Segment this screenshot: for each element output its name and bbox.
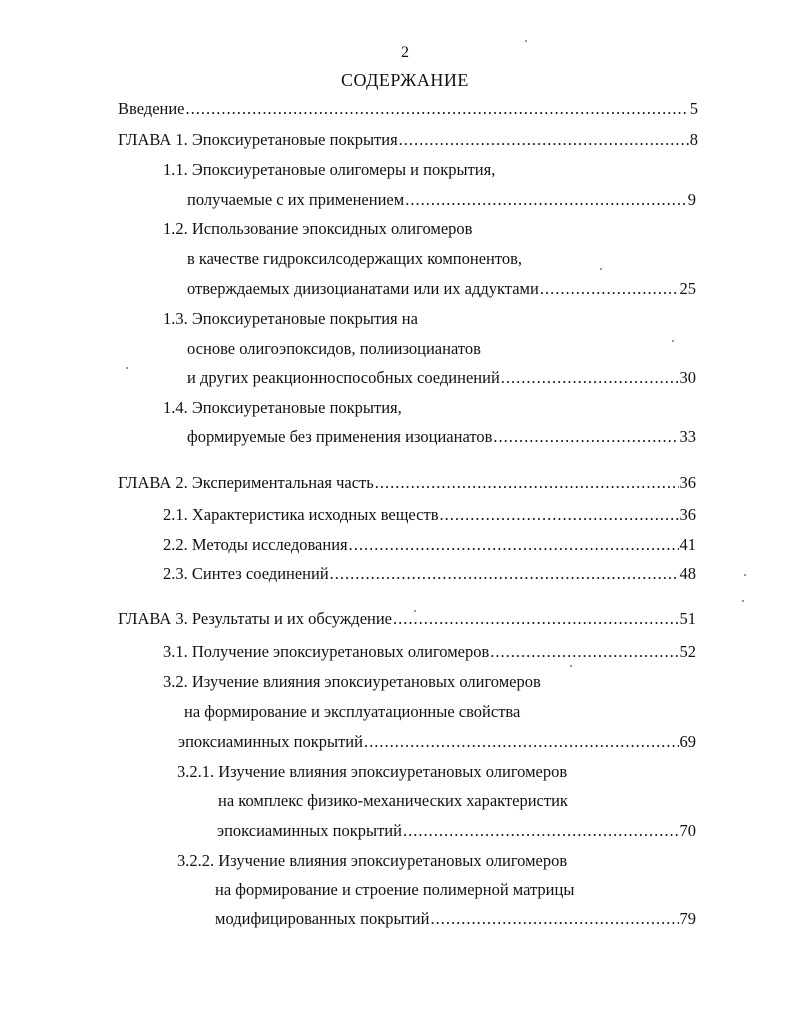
toc-entry-section-3-2-1	[217, 821, 696, 845]
scan-speck	[600, 268, 602, 270]
scan-speck	[744, 574, 746, 576]
scan-speck	[742, 600, 744, 602]
toc-entry-text: получаемые с их применением	[187, 190, 405, 209]
dot-leader	[501, 368, 679, 388]
toc-entry-text: формируемые без применения изоцианатов	[187, 427, 493, 446]
toc-entry-line: 1.2. Использование эпоксидных олигомеров	[163, 219, 473, 238]
toc-entry-page: 33	[679, 427, 696, 446]
toc-entry-page: 36	[679, 505, 696, 524]
toc-entry-page: 8	[689, 130, 698, 149]
toc-entry-line: 3.2.2. Изучение влияния эпоксиуретановых олигомеров	[177, 851, 568, 870]
scan-speck	[414, 610, 416, 612]
toc-entry-page: 9	[687, 190, 696, 209]
toc-entry-text: модифицированных покрытий	[215, 909, 430, 928]
toc-entry-section-1-1	[187, 190, 696, 214]
toc-entry-page: 79	[679, 909, 696, 928]
toc-entry-line: на формирование и эксплуатационные свойства	[184, 702, 521, 721]
dot-leader	[405, 190, 687, 210]
toc-entry-page: 25	[679, 279, 696, 298]
dot-leader	[490, 642, 678, 662]
dot-leader	[430, 909, 678, 929]
toc-entry-section-1-4	[187, 427, 696, 451]
toc-entry-text: и других реакционноспособных соединений	[187, 368, 500, 387]
toc-entry-line: на комплекс физико-механических характеристик	[218, 791, 568, 810]
toc-entry-text: ГЛАВА 1. Эпоксиуретановые покрытия	[118, 130, 398, 149]
dot-leader	[330, 564, 679, 584]
toc-entry-text: Введение	[118, 99, 185, 118]
toc-entry-page: 41	[679, 535, 696, 554]
toc-entry-line: в качестве гидроксилсодержащих компонентов,	[187, 249, 523, 268]
toc-entry-section-3-2-2	[215, 909, 696, 933]
toc-entry-page: 36	[679, 473, 696, 492]
toc-entry-page: 70	[679, 821, 696, 840]
toc-entry-page: 69	[679, 732, 696, 751]
toc-entry-line: 3.2. Изучение влияния эпоксиуретановых олигомеров	[163, 672, 541, 691]
toc-entry-text: эпоксиаминных покрытий	[178, 732, 363, 751]
toc-entry-page: 48	[679, 564, 696, 583]
toc-entry-section-1-3	[187, 368, 696, 392]
toc-entry-section-3-2	[178, 732, 696, 756]
toc-entry-text: ГЛАВА 2. Экспериментальная часть	[118, 473, 374, 492]
toc-entry-chapter-1	[118, 130, 698, 154]
toc-entry-line: основе олигоэпоксидов, полиизоцианатов	[187, 339, 481, 358]
scan-speck	[525, 40, 527, 42]
scan-speck	[126, 367, 128, 369]
scan-speck	[570, 665, 572, 667]
toc-entry-chapter-2	[118, 473, 696, 497]
toc-entry-introduction	[118, 99, 698, 123]
toc-entry-line: на формирование и строение полимерной матрицы	[215, 880, 575, 899]
toc-entry-section-1-2	[187, 279, 696, 303]
dot-leader	[493, 427, 678, 447]
toc-entry-page: 51	[679, 609, 696, 628]
dot-leader	[540, 279, 679, 299]
toc-entry-text: эпоксиаминных покрытий	[217, 821, 402, 840]
page-number: 2	[401, 44, 409, 61]
dot-leader	[375, 473, 679, 493]
dot-leader	[403, 821, 679, 841]
dot-leader	[439, 505, 678, 525]
toc-entry-section-2-2	[163, 535, 696, 559]
toc-entry-page: 52	[679, 642, 696, 661]
toc-entry-section-2-3	[163, 564, 696, 588]
toc-entry-section-3-1	[163, 642, 696, 666]
toc-entry-text: ГЛАВА 3. Результаты и их обсуждение	[118, 609, 392, 628]
toc-entry-text: отверждаемых диизоцианатами или их аддуктами	[187, 279, 539, 298]
toc-entry-chapter-3	[118, 609, 696, 633]
toc-entry-text: 3.1. Получение эпоксиуретановых олигомеров	[163, 642, 490, 661]
toc-entry-page: 5	[689, 99, 698, 118]
toc-entry-line: 3.2.1. Изучение влияния эпоксиуретановых олигомеров	[177, 762, 568, 781]
toc-entry-section-2-1	[163, 505, 696, 529]
toc-entry-text: 2.3. Синтез соединений	[163, 564, 329, 583]
toc-entry-line: 1.4. Эпоксиуретановые покрытия,	[163, 398, 402, 417]
dot-leader	[399, 130, 689, 150]
scan-speck	[672, 340, 674, 342]
toc-entry-text: 2.2. Методы исследования	[163, 535, 348, 554]
toc-entry-page: 30	[679, 368, 696, 387]
toc-title: СОДЕРЖАНИЕ	[341, 70, 469, 90]
dot-leader	[349, 535, 679, 555]
dot-leader	[186, 99, 689, 119]
toc-entry-text: 2.1. Характеристика исходных веществ	[163, 505, 439, 524]
dot-leader	[364, 732, 679, 752]
dot-leader	[393, 609, 679, 629]
toc-entry-line: 1.3. Эпоксиуретановые покрытия на	[163, 309, 418, 328]
toc-entry-line: 1.1. Эпоксиуретановые олигомеры и покрытия,	[163, 160, 496, 179]
